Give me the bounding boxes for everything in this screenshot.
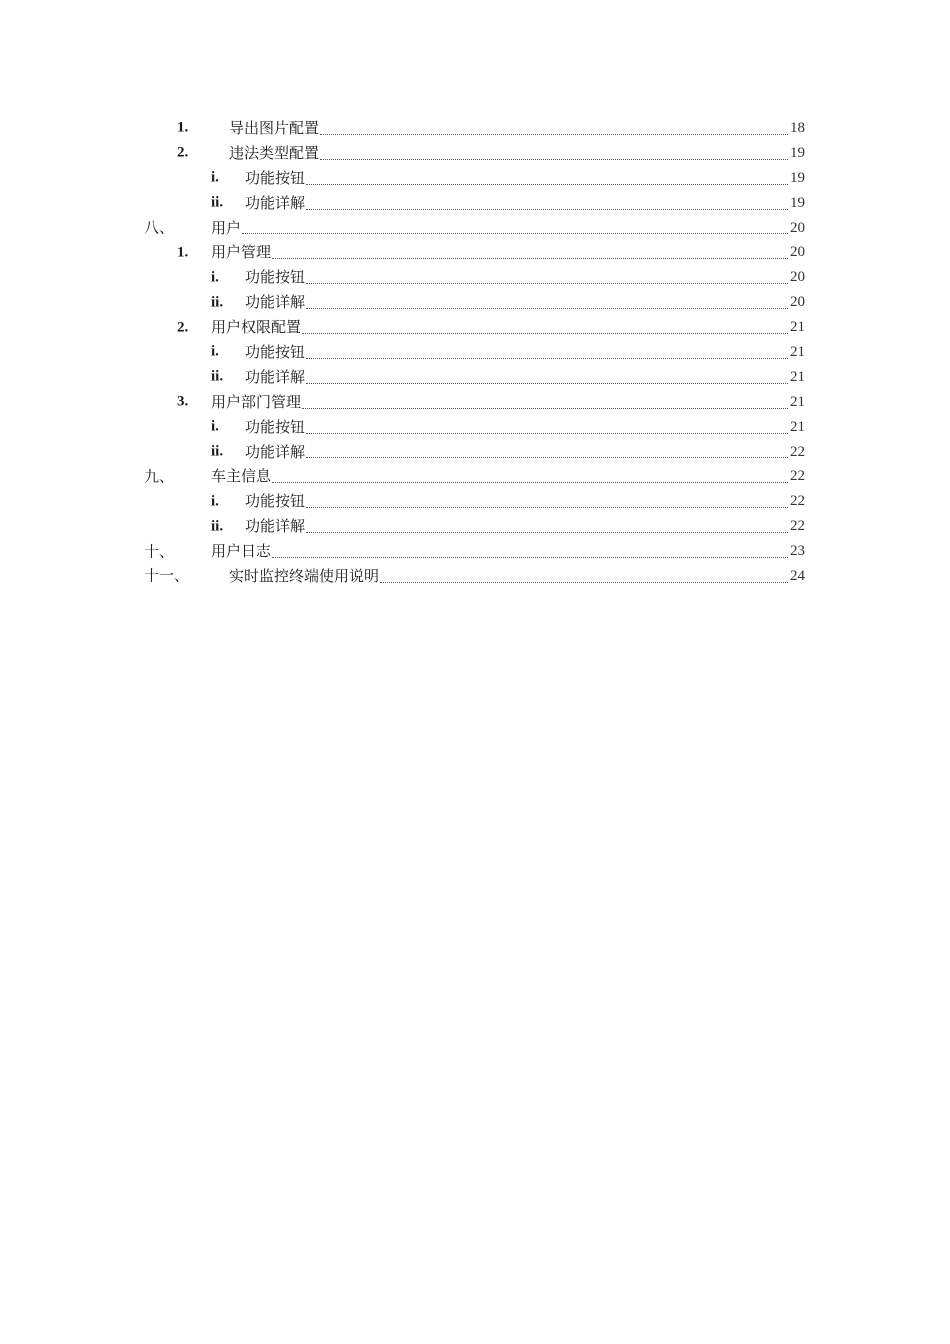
dot-leader [272, 556, 788, 558]
toc-entry-title: 功能按钮 [245, 342, 306, 361]
toc-entry-number: i. [211, 418, 219, 435]
toc-entry-page: 20 [790, 269, 805, 286]
toc-entry[interactable] [144, 116, 805, 141]
toc-entry-title: 功能按钮 [245, 168, 306, 187]
toc-entry-page: 20 [790, 244, 805, 261]
toc-entry[interactable] [144, 240, 805, 265]
toc-entry-number: 九、 [144, 467, 175, 486]
toc-entry[interactable] [144, 216, 805, 241]
toc-entry-title: 违法类型配置 [229, 143, 320, 162]
toc-entry[interactable] [144, 514, 805, 539]
toc-entry-title: 实时监控终端使用说明 [229, 566, 380, 585]
toc-entry[interactable] [144, 315, 805, 340]
toc-entry-number: 3. [177, 393, 189, 410]
toc-entry[interactable] [144, 290, 805, 315]
toc-entry-page: 19 [790, 169, 805, 186]
toc-entry-title: 功能按钮 [245, 492, 306, 511]
toc-entry-number: ii. [211, 443, 224, 460]
toc-entry[interactable] [144, 191, 805, 216]
dot-leader [272, 481, 788, 483]
toc-entry[interactable] [144, 141, 805, 166]
toc-entry-title: 功能详解 [245, 517, 306, 536]
toc-entry-number: 1. [177, 244, 189, 261]
dot-leader [302, 407, 788, 409]
toc-entry-title: 功能详解 [245, 193, 306, 212]
toc-entry-page: 22 [790, 518, 805, 535]
dot-leader [306, 208, 788, 210]
toc-entry[interactable] [144, 340, 805, 365]
toc-entry-number: 2. [177, 144, 189, 161]
toc-entry[interactable] [144, 166, 805, 191]
toc-entry-title: 功能详解 [245, 442, 306, 461]
toc-entry-number: 2. [177, 319, 189, 336]
toc-entry-title: 功能按钮 [245, 268, 306, 287]
dot-leader [306, 531, 788, 533]
toc-entry-number: ii. [211, 518, 224, 535]
dot-leader [320, 158, 788, 160]
toc-entry-title: 用户部门管理 [211, 392, 302, 411]
dot-leader [380, 581, 788, 583]
toc-entry-title: 导出图片配置 [229, 118, 320, 137]
dot-leader [306, 382, 788, 384]
toc-entry-number: i. [211, 343, 219, 360]
toc-entry-page: 21 [790, 319, 805, 336]
dot-leader [272, 257, 788, 259]
toc-entry-page: 19 [790, 194, 805, 211]
toc-entry-number: ii. [211, 368, 224, 385]
toc-entry[interactable] [144, 265, 805, 290]
dot-leader [306, 357, 788, 359]
dot-leader [306, 506, 788, 508]
toc-entry-title: 功能详解 [245, 293, 306, 312]
toc-entry-number: i. [211, 269, 219, 286]
toc-entry-page: 22 [790, 468, 805, 485]
toc-entry-number: 八、 [144, 218, 175, 237]
toc-entry-number: 十、 [144, 542, 175, 561]
toc-entry-number: i. [211, 493, 219, 510]
toc-entry[interactable] [144, 489, 805, 514]
toc-entry-page: 21 [790, 393, 805, 410]
toc-entry-title: 车主信息 [211, 467, 272, 486]
dot-leader [242, 232, 788, 234]
toc-entry-title: 用户管理 [211, 243, 272, 262]
dot-leader [306, 307, 788, 309]
toc-entry-title: 用户权限配置 [211, 318, 302, 337]
toc-entry-page: 21 [790, 343, 805, 360]
dot-leader [306, 282, 788, 284]
toc-entry[interactable] [144, 365, 805, 390]
toc-entry-page: 24 [790, 567, 805, 584]
dot-leader [306, 456, 788, 458]
toc-entry[interactable] [144, 539, 805, 564]
toc-entry-number: 十一、 [144, 566, 190, 585]
toc-entry-title: 功能按钮 [245, 417, 306, 436]
toc-entry-page: 21 [790, 418, 805, 435]
toc-entry-title: 用户日志 [211, 542, 272, 561]
dot-leader [320, 133, 788, 135]
dot-leader [306, 183, 788, 185]
table-of-contents [144, 116, 805, 589]
toc-entry-page: 21 [790, 368, 805, 385]
toc-entry-title: 功能详解 [245, 367, 306, 386]
toc-entry-title: 用户 [211, 218, 242, 237]
toc-entry-page: 22 [790, 443, 805, 460]
toc-entry-number: 1. [177, 119, 189, 136]
toc-entry[interactable] [144, 390, 805, 415]
toc-entry-page: 20 [790, 294, 805, 311]
toc-entry[interactable] [144, 564, 805, 589]
toc-entry-number: i. [211, 169, 219, 186]
toc-entry[interactable] [144, 440, 805, 465]
toc-entry[interactable] [144, 415, 805, 440]
toc-entry-page: 22 [790, 493, 805, 510]
toc-entry[interactable] [144, 464, 805, 489]
toc-entry-page: 18 [790, 119, 805, 136]
toc-entry-page: 19 [790, 144, 805, 161]
toc-entry-number: ii. [211, 194, 224, 211]
toc-entry-page: 20 [790, 219, 805, 236]
toc-entry-number: ii. [211, 294, 224, 311]
dot-leader [306, 432, 788, 434]
dot-leader [302, 332, 788, 334]
toc-entry-page: 23 [790, 543, 805, 560]
